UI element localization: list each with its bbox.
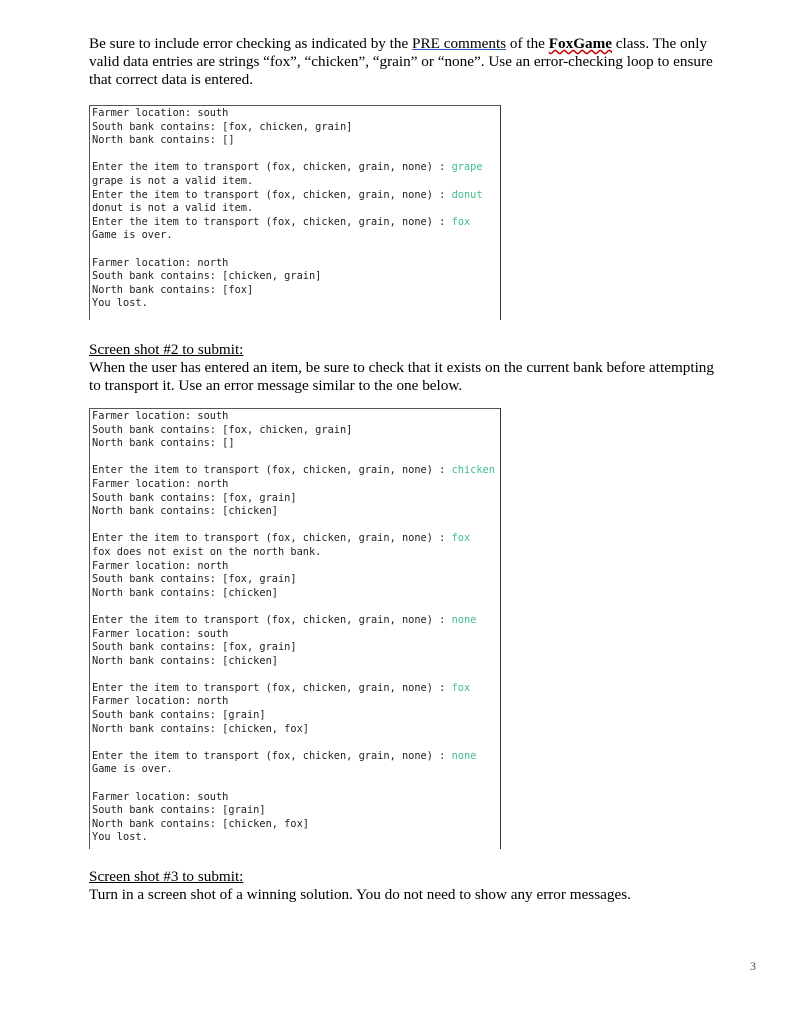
console-line — [92, 641, 497, 655]
console-line — [92, 750, 497, 764]
console-line — [92, 437, 497, 451]
console-text: Enter the item to transport (fox, chicken, grain, none) : — [92, 613, 452, 626]
console-text: donut is not a valid item. — [92, 202, 254, 215]
console-line — [92, 546, 497, 560]
page-number: 3 — [750, 959, 756, 973]
console-line — [92, 831, 497, 845]
pre-comments-term: PRE comments — [412, 35, 507, 52]
console-line — [92, 478, 497, 492]
console-line — [92, 628, 497, 642]
console-text: North bank contains: [chicken, fox] — [92, 722, 309, 735]
console-text: South bank contains: [fox, grain] — [92, 573, 297, 586]
console-line — [92, 270, 497, 284]
console-line — [92, 216, 497, 230]
console-line — [92, 519, 497, 533]
console-user-input: none — [451, 613, 477, 626]
console-line — [92, 284, 497, 298]
console-line — [92, 134, 497, 148]
console-line — [92, 229, 497, 243]
foxgame-class-name: FoxGame — [548, 35, 612, 52]
console-line — [92, 505, 497, 519]
console-text: grape is not a valid item. — [92, 174, 254, 187]
console-line — [92, 804, 497, 818]
console-text: South bank contains: [chicken, grain] — [92, 270, 322, 283]
console-text: North bank contains: [fox] — [92, 283, 254, 296]
section-2-line-2: to transport it. Use an error message similar to the one below. — [89, 377, 463, 394]
intro-text: of the — [506, 35, 549, 52]
console-line — [92, 777, 497, 791]
console-screenshot-2 — [89, 408, 501, 849]
console-text: South bank contains: [fox, grain] — [92, 641, 297, 654]
console-text: Farmer location: north — [92, 256, 229, 269]
intro-line-1 — [89, 35, 759, 53]
console-text: Enter the item to transport (fox, chicken, grain, none) : — [92, 749, 452, 762]
console-text: You lost. — [92, 831, 148, 844]
console-line — [92, 532, 497, 546]
console-line — [92, 202, 497, 216]
intro-text: Be sure to include error checking as indicated by the — [89, 35, 413, 52]
console-text: Farmer location: south — [92, 410, 229, 422]
console-text: North bank contains: [] — [92, 437, 235, 450]
section-3 — [89, 868, 759, 904]
console-line — [92, 161, 497, 175]
console-text: Farmer location: south — [92, 627, 229, 640]
console-line — [92, 695, 497, 709]
console-line — [92, 464, 497, 478]
console-line — [92, 492, 497, 506]
section-3-line-1: Turn in a screen shot of a winning solution. You do not need to show any error messages. — [89, 886, 631, 903]
console-line — [92, 668, 497, 682]
console-user-input: donut — [451, 188, 483, 201]
console-line — [92, 600, 497, 614]
console-text: North bank contains: [chicken] — [92, 654, 278, 667]
console-line — [92, 736, 497, 750]
console-text: Farmer location: south — [92, 790, 229, 803]
console-text: Enter the item to transport (fox, chicken, grain, none) : — [92, 215, 452, 228]
section-2-heading: Screen shot #2 to submit: — [89, 341, 244, 358]
section-2 — [89, 341, 759, 395]
console-text: Farmer location: north — [92, 559, 229, 572]
console-text: Farmer location: north — [92, 695, 229, 708]
console-line — [92, 175, 497, 189]
console-text: Enter the item to transport (fox, chicken, grain, none) : — [92, 161, 452, 174]
console-text: North bank contains: [chicken] — [92, 505, 278, 518]
console-text: Enter the item to transport (fox, chicken, grain, none) : — [92, 681, 452, 694]
console-line — [92, 121, 497, 135]
console-line — [92, 560, 497, 574]
console-text: South bank contains: [grain] — [92, 709, 266, 722]
console-line — [92, 682, 497, 696]
console-text: Game is over. — [92, 229, 173, 242]
console-line — [92, 107, 497, 121]
intro-text: class. The only — [612, 35, 708, 52]
console-line — [92, 148, 497, 162]
console-line — [92, 723, 497, 737]
console-line — [92, 424, 497, 438]
console-line — [92, 451, 497, 465]
console-line — [92, 410, 497, 424]
console-text: South bank contains: [fox, grain] — [92, 491, 297, 504]
console-line — [92, 791, 497, 805]
console-line — [92, 614, 497, 628]
console-line — [92, 243, 497, 257]
console-line — [92, 709, 497, 723]
console-user-input: fox — [451, 215, 471, 228]
console-text: fox does not exist on the north bank. — [92, 545, 322, 558]
console-user-input: fox — [451, 532, 471, 545]
console-user-input: fox — [451, 681, 471, 694]
console-user-input: grape — [451, 161, 483, 174]
console-text: Farmer location: north — [92, 477, 229, 490]
console-text: Game is over. — [92, 763, 173, 776]
intro-paragraph — [89, 35, 759, 89]
console-user-input: none — [451, 749, 477, 762]
console-text: North bank contains: [] — [92, 134, 235, 147]
console-text: Farmer location: south — [92, 107, 229, 119]
console-line — [92, 297, 497, 311]
console-text: You lost. — [92, 297, 148, 310]
console-line — [92, 189, 497, 203]
console-text: Enter the item to transport (fox, chicken, grain, none) : — [92, 188, 452, 201]
console-line — [92, 257, 497, 271]
intro-line-3: that correct data is entered. — [89, 71, 254, 88]
console-screenshot-1 — [89, 105, 501, 320]
console-text: South bank contains: [fox, chicken, grain] — [92, 423, 353, 436]
console-text: Enter the item to transport (fox, chicken, grain, none) : — [92, 532, 452, 545]
console-text: North bank contains: [chicken] — [92, 586, 278, 599]
section-2-line-1: When the user has entered an item, be sure to check that it exists on the current bank before attempting — [89, 359, 714, 376]
console-line — [92, 655, 497, 669]
console-text: South bank contains: [grain] — [92, 804, 266, 817]
section-3-heading: Screen shot #3 to submit: — [89, 868, 244, 885]
console-line — [92, 573, 497, 587]
console-text: North bank contains: [chicken, fox] — [92, 817, 309, 830]
console-text: South bank contains: [fox, chicken, grain] — [92, 120, 353, 133]
console-line — [92, 763, 497, 777]
intro-line-2: valid data entries are strings “fox”, “chicken”, “grain” or “none”. Use an error-checking loop to ensure — [89, 53, 713, 70]
console-text: Enter the item to transport (fox, chicken, grain, none) : — [92, 464, 452, 477]
console-line — [92, 587, 497, 601]
console-line — [92, 818, 497, 832]
console-user-input: chicken — [451, 464, 495, 477]
